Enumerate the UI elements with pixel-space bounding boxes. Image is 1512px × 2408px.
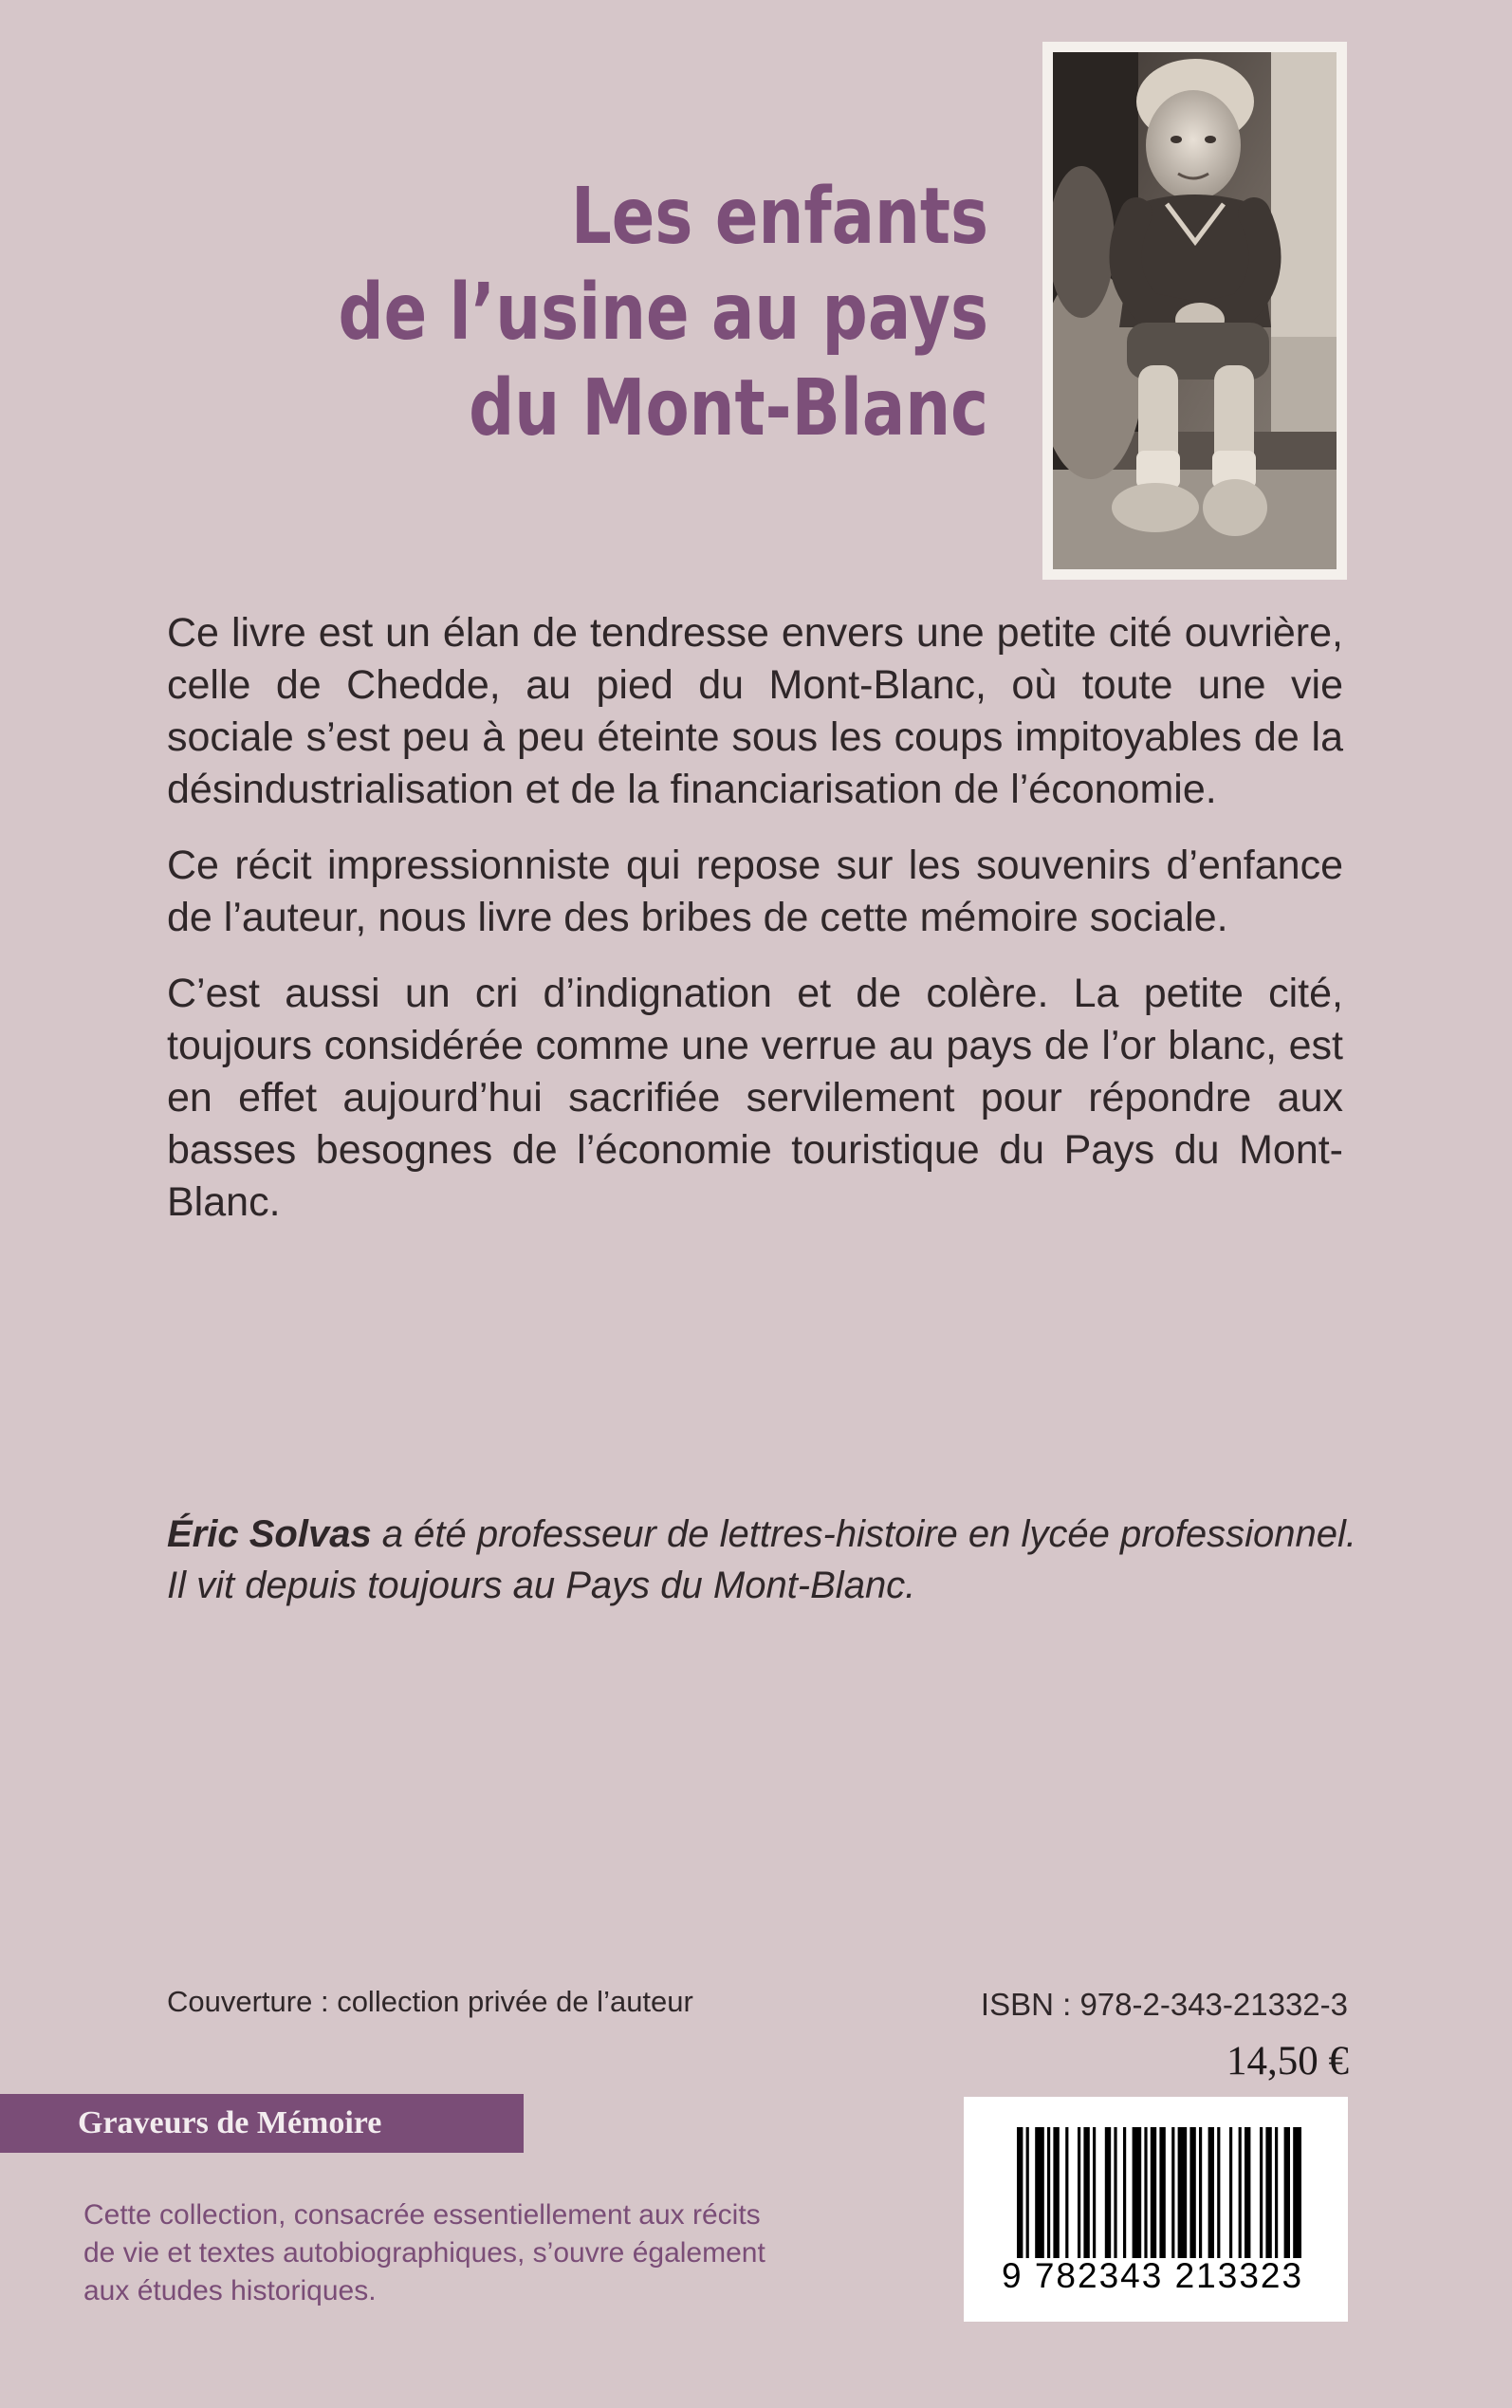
barcode-bar [1047,2127,1050,2258]
author-childhood-photo [1042,42,1347,580]
barcode-bar [1245,2127,1250,2258]
barcode-bar [1217,2127,1220,2258]
barcode-bar [1265,2127,1271,2258]
barcode-bar [1114,2127,1116,2258]
barcode-bar [1083,2127,1089,2258]
barcode [964,2097,1348,2322]
barcode-bar [1144,2127,1147,2258]
summary-paragraph: Ce récit impressionniste qui repose sur les souvenirs d’enfance de l’auteur, nous livre des bribes de cette mémoire sociale. [167,843,1343,940]
cover-credit: Couverture : collection privée de l’auteur [167,1985,693,2018]
title-line-1: Les enfants [570,172,988,262]
barcode-bar [1199,2127,1202,2258]
barcode-bar [1275,2127,1278,2258]
barcode-bar [1026,2127,1029,2258]
book-summary [167,607,1343,1252]
barcode-bar [1151,2127,1156,2258]
barcode-bar [1239,2127,1242,2258]
barcode-bar [1284,2127,1290,2258]
author-name: Éric Solvas [167,1513,372,1555]
author-bio-text: a été professeur de lettres-histoire en lycée professionnel. [371,1513,1357,1555]
collection-description [83,2196,804,2310]
collection-description-line: aux études historiques. [83,2275,377,2306]
barcode-bar [1133,2127,1142,2258]
collection-description-line: Cette collection, consacrée essentiellement aux récits [83,2199,761,2231]
barcode-digits: 9 782343 213323 [1002,2256,1304,2295]
barcode-bar [1093,2127,1096,2258]
collection-name: Graveurs de Mémoire [78,2105,382,2140]
child-photo-illustration [1053,52,1337,569]
barcode-bar [1260,2127,1263,2258]
barcode-bar [1017,2127,1023,2258]
title-line-2: de l’usine au pays [338,268,988,358]
barcode-bar [1105,2127,1111,2258]
barcode-bar [1293,2127,1301,2258]
barcode-bar [1053,2127,1059,2258]
summary-paragraph: C’est aussi un cri d’indignation et de colère. La petite cité, toujours considérée comme une verrue au pays de l’or blanc, est en effet aujourd’hui sacrifiée servilement pour répondre aux basses besognes de l’économie touristique du Pays du Mont-Blanc. [167,971,1343,1225]
barcode-bar [1159,2127,1165,2258]
title-line-3: du Mont-Blanc [469,363,989,454]
summary-paragraph: Ce livre est un élan de tendresse envers une petite cité ouvrière, celle de Chedde, au pied du Mont-Blanc, où toute une vie sociale s’est peu à peu éteinte sous les coups impitoyables de la désindustrialisation et de la financiarisation de l’économie. [167,610,1343,812]
barcode-bar [1078,2127,1080,2258]
barcode-bar [1178,2127,1188,2258]
author-bio [167,1509,1362,1611]
collection-band [0,2094,524,2153]
collection-description-line: de vie et textes autobiographiques, s’ouvre également [83,2237,765,2269]
price: 14,50 € [1226,2039,1349,2084]
author-bio-line-1 [167,1509,1362,1560]
isbn: ISBN : 978-2-343-21332-3 [980,1987,1348,2022]
barcode-bar [1229,2127,1232,2258]
barcode-bars [1017,2127,1301,2258]
book-title [338,169,988,456]
barcode-bar [1035,2127,1044,2258]
barcode-bar [1123,2127,1126,2258]
barcode-bar [1065,2127,1068,2258]
author-bio-line-2: Il vit depuis toujours au Pays du Mont-Blanc. [167,1565,916,1606]
barcode-bar [1171,2127,1174,2258]
barcode-bar [1189,2127,1195,2258]
barcode-bar [1208,2127,1214,2258]
